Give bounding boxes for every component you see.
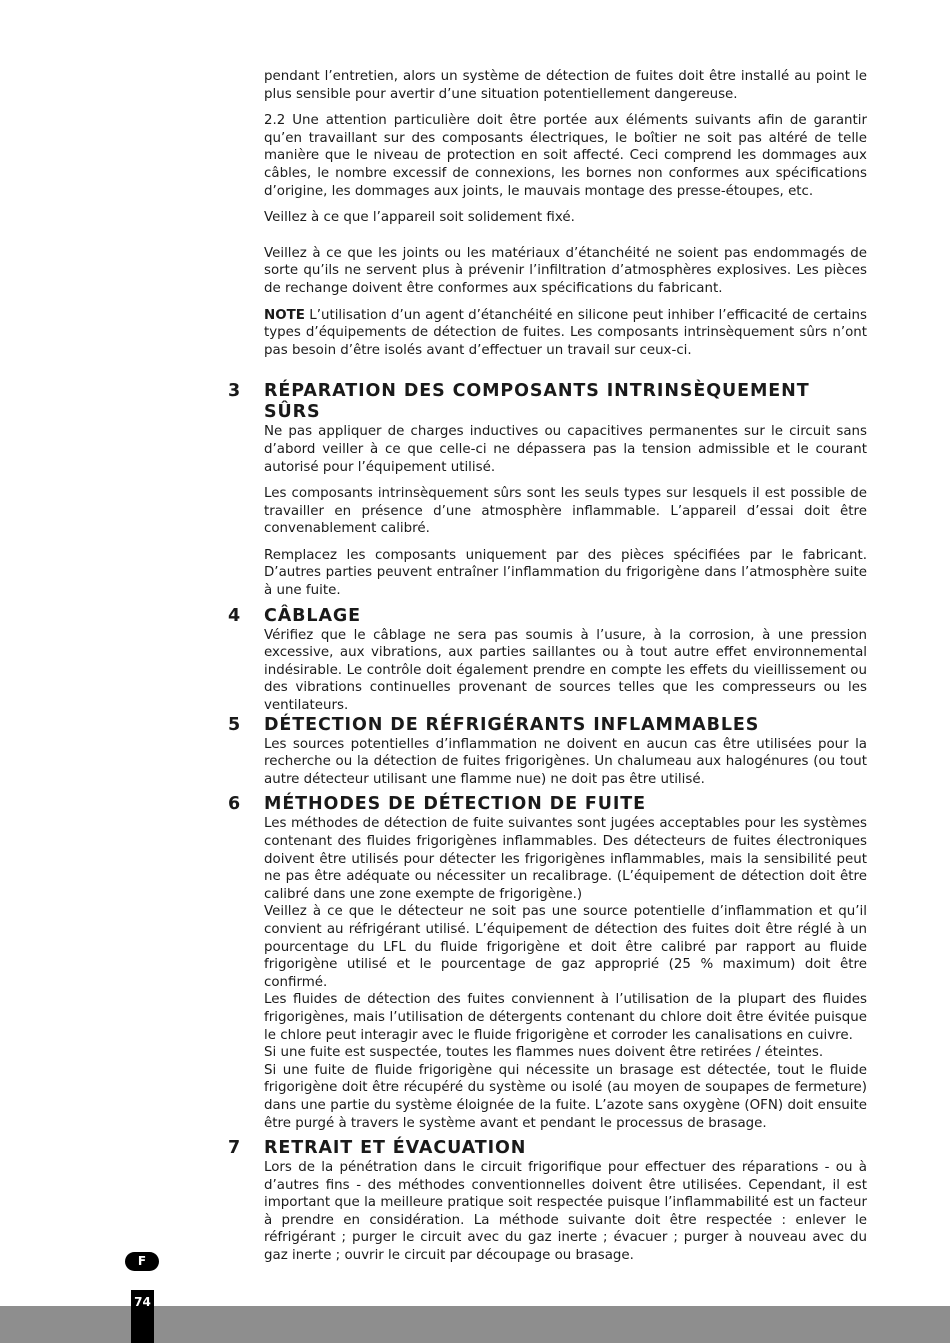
section-number: 5 (228, 714, 241, 735)
language-badge: F (125, 1252, 159, 1271)
intro-paragraph: Veillez à ce que les joints ou les matériaux d’étanchéité ne soient pas endommagés de sorte qu’ils ne servent plus à prévenir l’infiltration d’atmosphères explosives. Les pièces de rechange doivent être conformes aux spécifications du fabricant. (264, 245, 867, 296)
section-title: CÂBLAGE (264, 605, 362, 626)
section-title: RÉPARATION DES COMPOSANTS INTRINSÈQUEMENT SÛRS (264, 381, 810, 423)
note-paragraph (264, 307, 867, 360)
page-number: 74 (131, 1290, 154, 1343)
section-5 (228, 714, 867, 789)
section-title: DÉTECTION DE RÉFRIGÉRANTS INFLAMMABLES (264, 714, 760, 735)
section-4 (228, 605, 867, 715)
section-paragraph: Les composants intrinsèquement sûrs sont les seuls types sur lesquels il est possible de travailler en présence d’une atmosphère inflammable. L’appareil d’essai doit être convenablement calibré. (264, 486, 867, 537)
section-paragraph: Les méthodes de détection de fuite suivantes sont jugées acceptables pour les systèmes contenant des fluides frigorigènes inflammables. Des détecteurs de fuites électroniques doivent être utilisés pour détecter les frigorigènes inflammables, mais la sensibilité peut ne pas être adéquate ou nécessiter un recalibrage. (L’équipement de détection doit être calibré dans une zone exempte de frigorigène.) (264, 816, 867, 902)
section-paragraph: Si une fuite de fluide frigorigène qui nécessite un brasage est détectée, tout le fluide frigorigène doit être récupéré du système ou isolé (au moyen de soupapes de fermeture) dans une partie du système éloignée de la fuite. L’azote sans oxygène (OFN) doit ensuite être purgé à travers le système avant et pendant le processus de brasage. (264, 1062, 867, 1131)
intro-paragraph: 2.2 Une attention particulière doit être portée aux éléments suivants afin de garantir qu’en travaillant sur des composants électriques, le boîtier ne soit pas altéré de telle manière que le niveau de protection en soit affecté. Ceci comprend les dommages aux câbles, le nombre excessif de connexions, les bornes non conformes aux spécifications d’origine, les dommages aux joints, le mauvais montage des presse-étoupes, etc. (264, 113, 867, 199)
section-paragraph: Les fluides de détection des fuites conviennent à l’utilisation de la plupart des fluides frigorigènes, mais l’utilisation de détergents contenant du chlore doit être évitée puisque le chlore peut interagir avec le fluide frigorigène et corroder les canalisations en cuivre. (264, 992, 867, 1043)
note-text: L’utilisation d’un agent d’étanchéité en silicone peut inhiber l’efficacité de certains types d’équipements de détection de fuites. Les composants intrinsèquement sûrs n’ont pas besoin d’être isolés avant d’effectuer un travail sur ceux-ci. (264, 307, 867, 358)
section-paragraph: Vérifiez que le câblage ne sera pas soumis à l’usure, à la corrosion, à une pression excessive, aux vibrations, aux parties saillantes ou à tout autre effet environnemental indésirable. Le contrôle doit également prendre en compte les effets du vieillissement ou des vibrations continuelles provenant de sources telles que les compresseurs ou les ventilateurs. (264, 627, 867, 714)
section-paragraph: Remplacez les composants uniquement par des pièces spécifiées par le fabricant. D’autres parties peuvent entraîner l’inflammation du frigorigène dans l’atmosphère suite à une fuite. (264, 547, 867, 599)
section-paragraph: Ne pas appliquer de charges inductives ou capacitives permanentes sur le circuit sans d’abord veiller à ce que celle-ci ne dépassera pas la tension admissible et le courant autorisé pour l’équipement utilisé. (264, 424, 867, 475)
document-body (228, 68, 867, 1265)
section-paragraph: Lors de la pénétration dans le circuit frigorifique pour effectuer des réparations - ou à d’autres fins - des méthodes conventionnelles doivent être utilisées. Cependant, il est important que la meilleure pratique soit respectée puisque l’inflammabilité est un facteur à prendre en considération. La méthode suivante doit être respectée : enlever le réfrigérant ; purger le circuit avec du gaz inerte ; évacuer ; purger à nouveau avec du gaz inerte ; ouvrir le circuit par découpage ou brasage. (264, 1160, 867, 1264)
section-paragraph: Veillez à ce que le détecteur ne soit pas une source potentielle d’inflammation et qu’il convient au réfrigérant utilisé. L’équipement de détection des fuites doit être réglé à un pourcentage du LFL du fluide frigorigène et doit être calibré par rapport au fluide frigorigène utilisé et le pourcentage de gaz approprié (25 % maximum) doit être confirmé. (264, 904, 867, 990)
section-paragraph: Les sources potentielles d’inflammation ne doivent en aucun cas être utilisées pour la recherche ou la détection de fuites frigorigènes. Un chalumeau aux halogénures (ou tout autre détecteur utilisant une flamme nue) ne doit pas être utilisé. (264, 736, 867, 787)
note-label: NOTE (264, 307, 305, 323)
section-3 (228, 381, 867, 599)
section-6 (228, 794, 867, 1132)
section-number: 4 (228, 605, 241, 626)
section-number: 7 (228, 1138, 241, 1159)
section-number: 3 (228, 381, 241, 402)
intro-paragraph: pendant l’entretien, alors un système de détection de fuites doit être installé au point le plus sensible pour avertir d’une situation potentiellement dangereuse. (264, 69, 867, 102)
section-paragraph: Si une fuite est suspectée, toutes les flammes nues doivent être retirées / éteintes. (264, 1045, 824, 1061)
section-7 (228, 1138, 867, 1265)
section-number: 6 (228, 794, 241, 815)
section-title: MÉTHODES DE DÉTECTION DE FUITE (264, 794, 646, 815)
section-title: RETRAIT ET ÉVACUATION (264, 1138, 527, 1159)
intro-paragraph: Veillez à ce que l’appareil soit solidement fixé. (264, 210, 575, 226)
